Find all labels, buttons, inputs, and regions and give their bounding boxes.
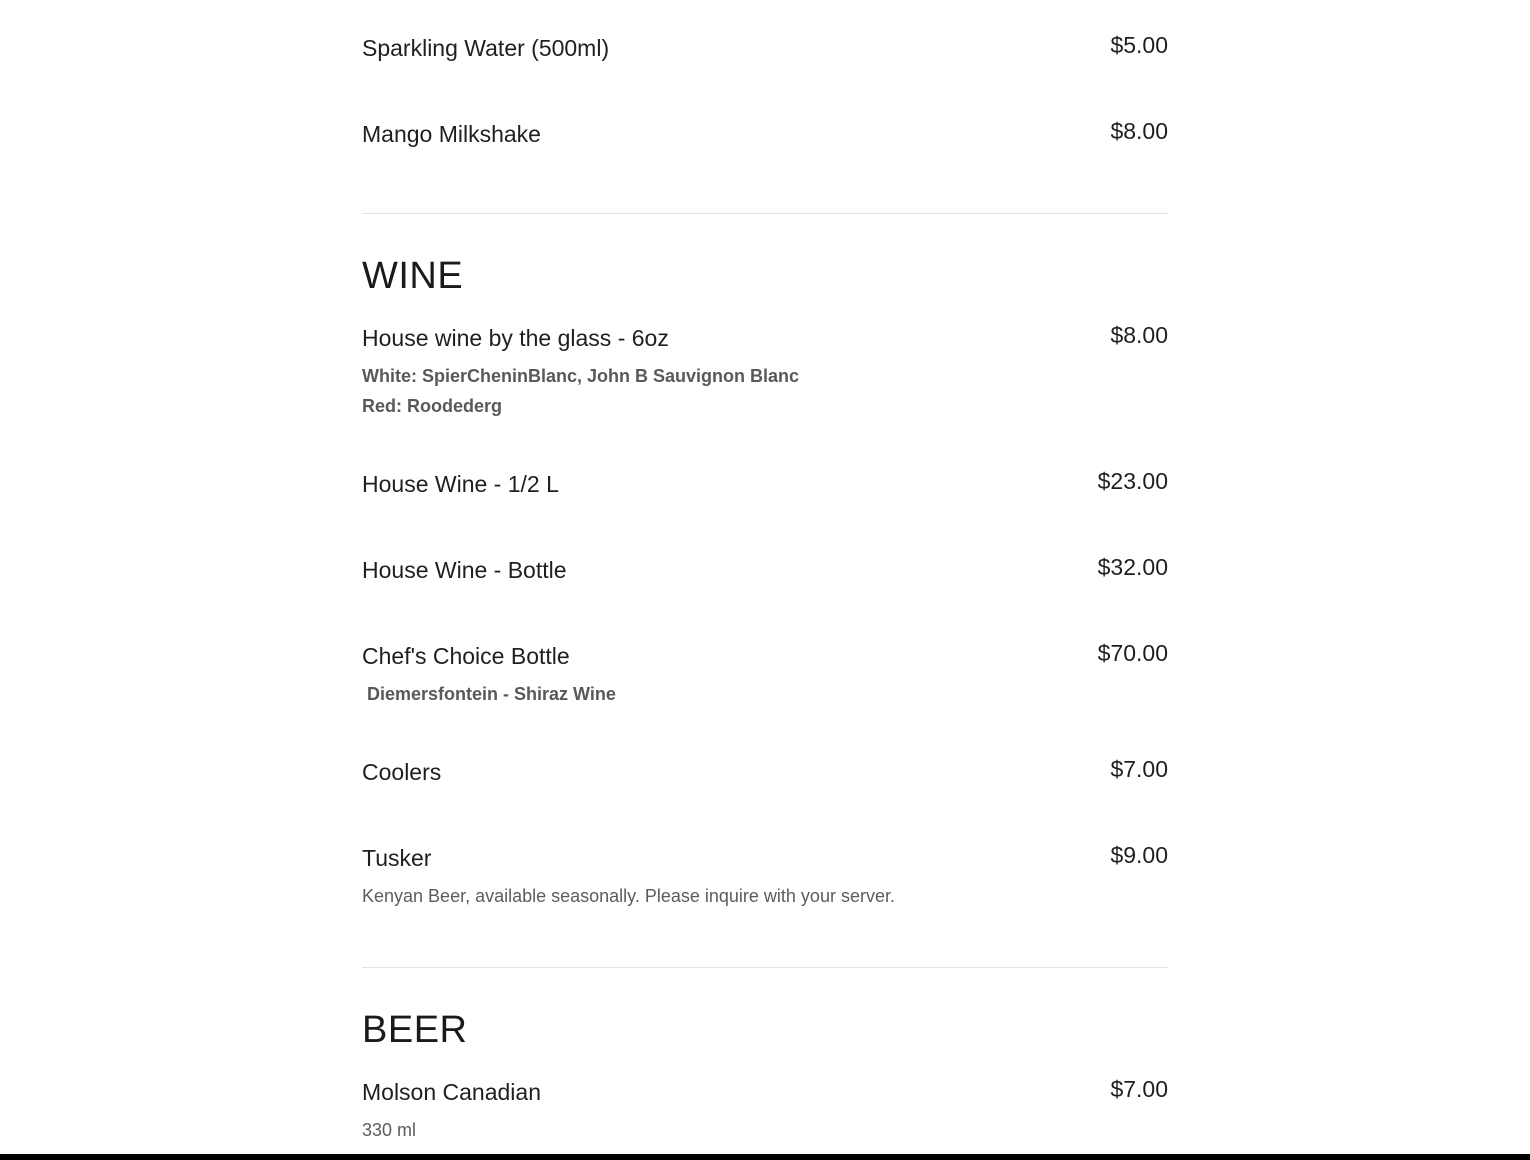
- item-price: $8.00: [1110, 118, 1168, 144]
- item-price: $7.00: [1110, 1076, 1168, 1102]
- item-price: $23.00: [1097, 468, 1168, 494]
- item-price: $8.00: [1110, 322, 1168, 348]
- section-divider: [362, 967, 1168, 968]
- item-description: Diemersfontein - Shiraz Wine: [362, 684, 616, 704]
- item-price: $9.00: [1110, 842, 1168, 868]
- item-description: 330 ml: [362, 1120, 417, 1140]
- item-name: Molson Canadian: [362, 1079, 542, 1105]
- item-name: Tusker: [362, 845, 432, 871]
- item-name: Chef's Choice Bottle: [362, 643, 570, 669]
- item-description: White: SpierCheninBlanc, John B Sauvignon Blanc: [362, 366, 800, 386]
- item-name: House Wine - Bottle: [362, 557, 567, 583]
- item-name: Mango Milkshake: [362, 121, 541, 147]
- section-divider: [362, 213, 1168, 214]
- bottom-bar: [0, 1154, 1530, 1160]
- section-title-beer: BEER: [362, 1009, 468, 1051]
- item-description: Red: Roodederg: [362, 396, 503, 416]
- item-price: $32.00: [1097, 554, 1168, 580]
- item-price: $7.00: [1110, 756, 1168, 782]
- item-name: House wine by the glass - 6oz: [362, 325, 669, 351]
- item-price: $5.00: [1110, 32, 1168, 58]
- section-title-wine: WINE: [362, 255, 464, 297]
- item-name: Coolers: [362, 759, 442, 785]
- item-description: Kenyan Beer, available seasonally. Please inquire with your server.: [362, 886, 895, 906]
- item-name: House Wine - 1/2 L: [362, 471, 559, 497]
- item-price: $70.00: [1097, 640, 1168, 666]
- item-name: Sparkling Water (500ml): [362, 35, 610, 61]
